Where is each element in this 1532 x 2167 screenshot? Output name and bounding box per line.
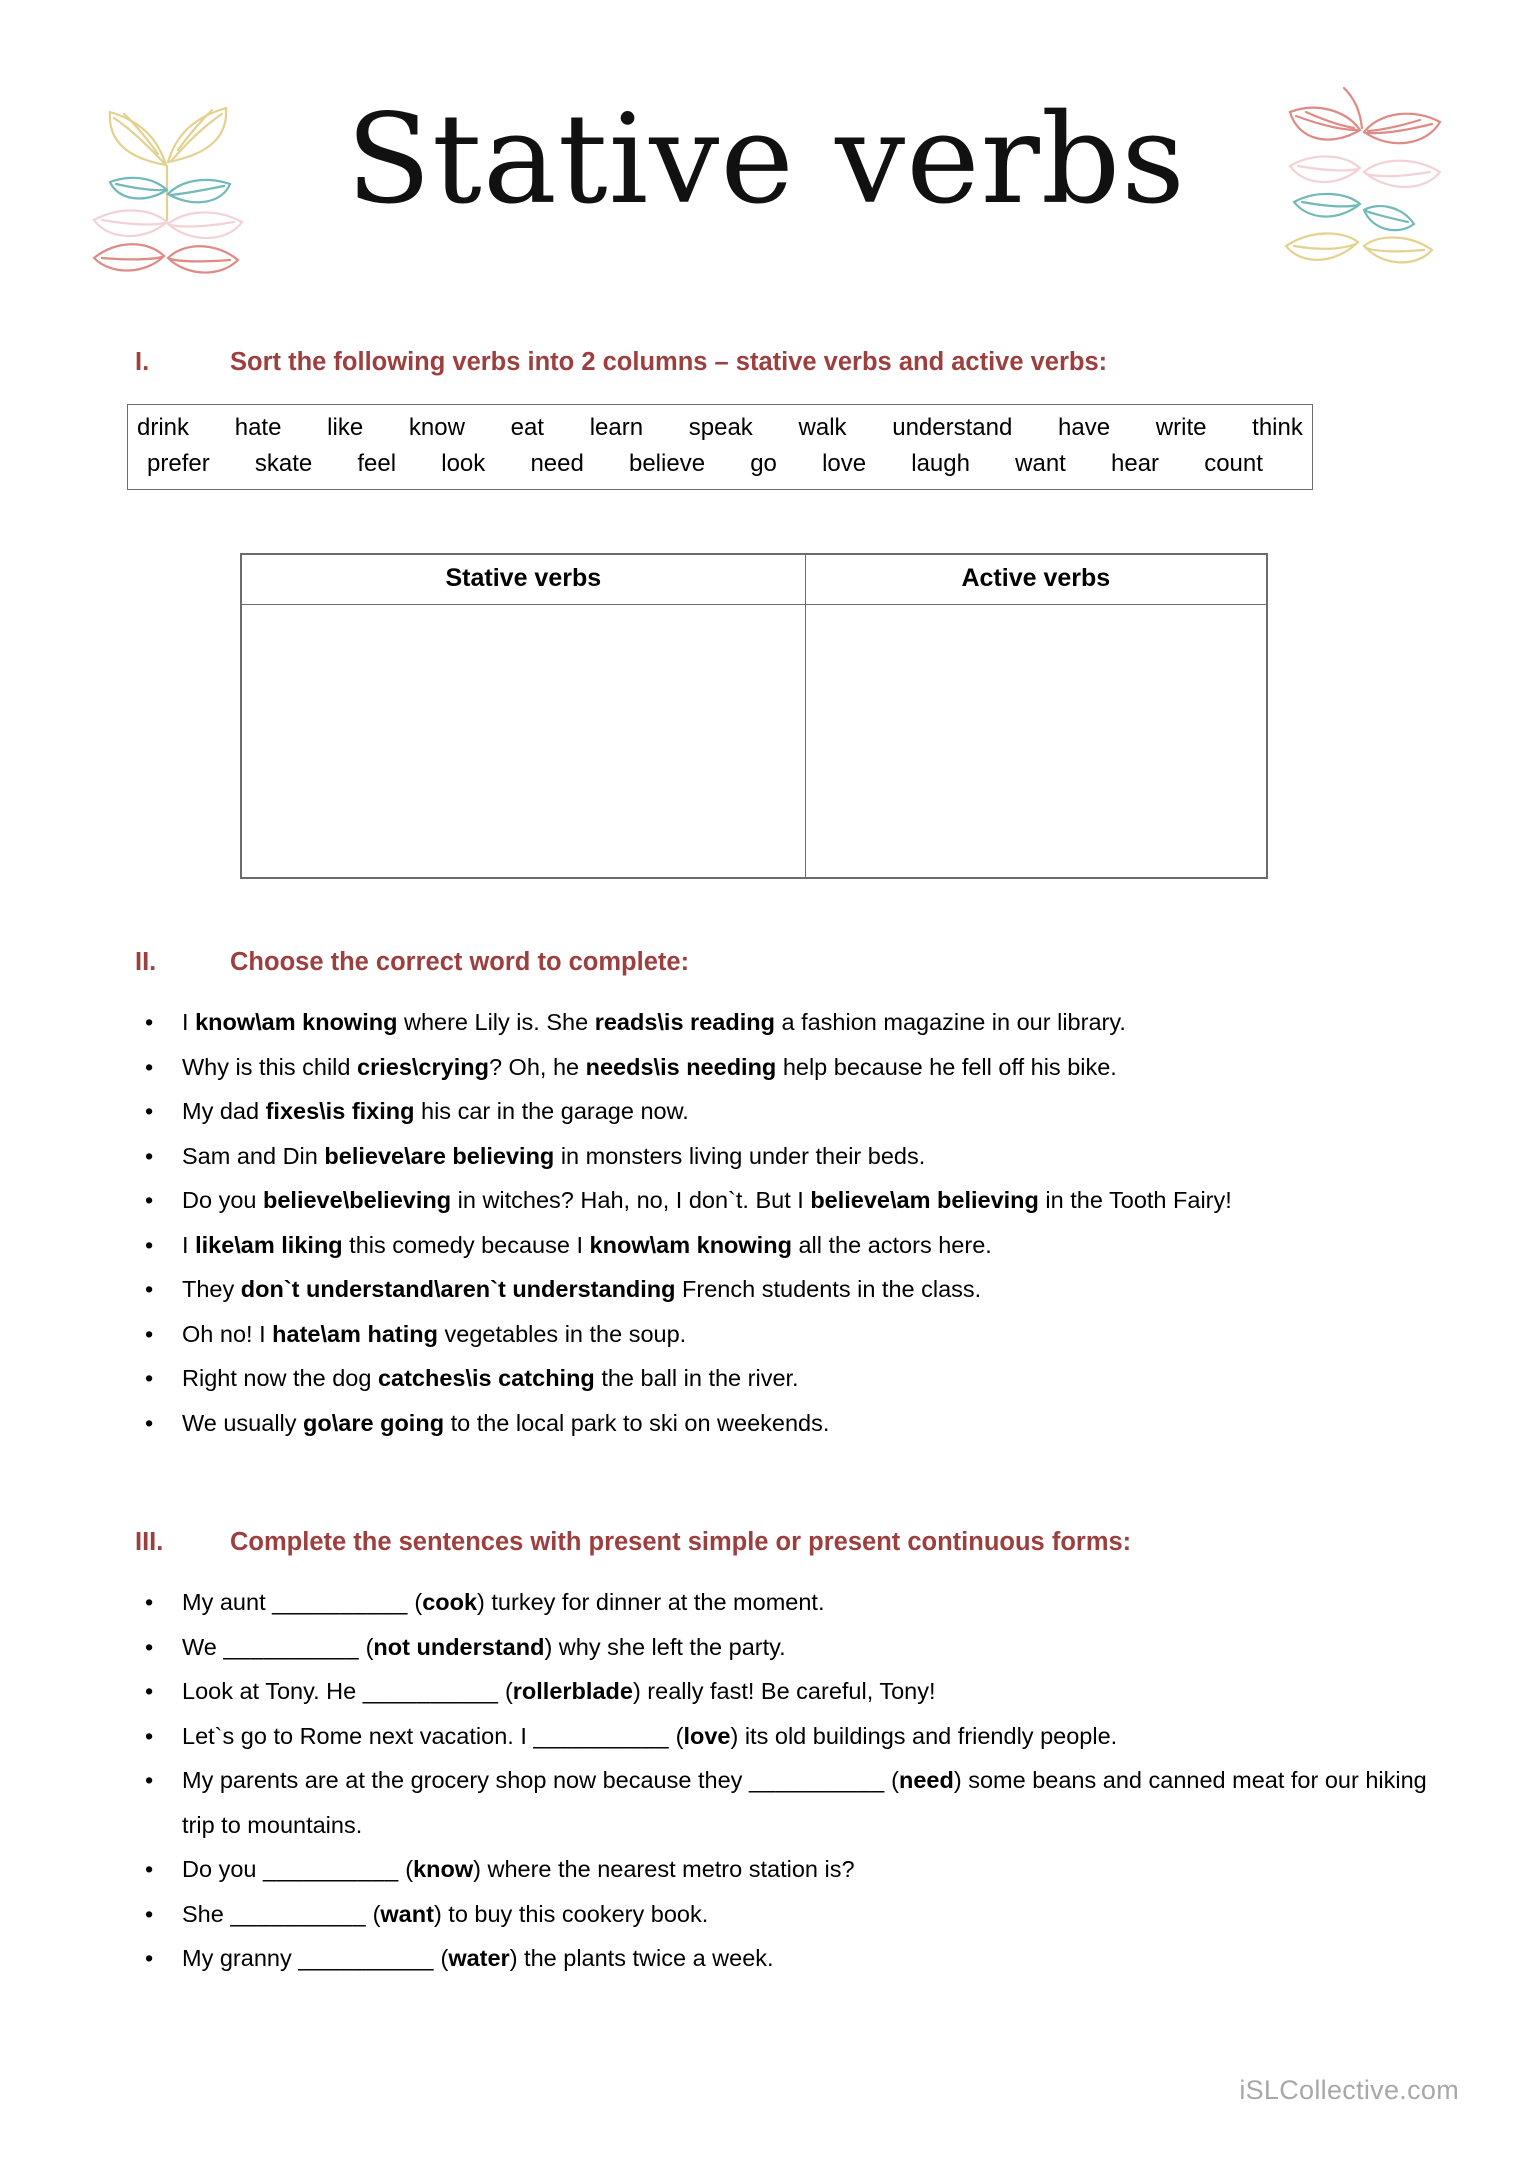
emphasis-text: water	[448, 1945, 510, 1971]
emphasis-text: rollerblade	[512, 1678, 633, 1704]
sentence-text: vegetables in the soup.	[437, 1320, 687, 1347]
section-1-heading	[135, 348, 1435, 377]
floral-leaf-decoration-right	[1268, 70, 1458, 280]
word-bank-word: understand	[892, 414, 1013, 441]
bullet-icon: •	[145, 1053, 154, 1080]
sentence-text: Right now the dog	[182, 1365, 378, 1391]
sentence-text: (	[498, 1678, 513, 1704]
answer-blank[interactable]: __________	[263, 1856, 399, 1882]
answer-cell-active[interactable]	[805, 605, 1266, 878]
word-bank-word: learn	[589, 414, 644, 441]
bullet-icon: •	[145, 1589, 154, 1615]
list-item	[135, 1936, 1455, 1981]
section-3-heading	[135, 1528, 1435, 1557]
sentence-text: Do you	[182, 1856, 263, 1882]
sentence-text: ) its old buildings and friendly people.	[730, 1722, 1118, 1749]
word-bank-word: feel	[357, 450, 397, 477]
bullet-icon: •	[145, 1945, 154, 1971]
list-item	[135, 1401, 1455, 1446]
emphasis-text: fixes\is fixing	[265, 1098, 415, 1124]
word-bank	[127, 404, 1313, 490]
word-bank-word: think	[1252, 414, 1303, 441]
bullet-icon: •	[145, 1678, 154, 1704]
bullet-icon: •	[145, 1856, 154, 1882]
section-2-heading	[135, 948, 1435, 977]
sentence-text: where Lily is. She	[397, 1009, 595, 1035]
bullet-icon: •	[145, 1633, 154, 1660]
answer-cell-stative[interactable]	[242, 605, 806, 878]
sentence-text: help because he fell off his bike.	[776, 1053, 1117, 1080]
list-item	[135, 1356, 1455, 1401]
sentence-text: Oh no! I	[182, 1320, 273, 1347]
sentence-text: ) really fast! Be careful, Tony!	[632, 1678, 936, 1704]
word-bank-word: love	[822, 450, 867, 477]
bullet-icon: •	[145, 1320, 154, 1347]
word-bank-word: want	[1015, 450, 1066, 477]
emphasis-text: catches\is catching	[377, 1365, 595, 1391]
sentence-text: the ball in the river.	[594, 1365, 799, 1391]
section-2-heading-text: Choose the correct word to complete:	[230, 948, 690, 976]
section-1-numeral: I.	[135, 348, 150, 376]
list-item	[135, 1267, 1455, 1312]
sentence-text: (	[433, 1945, 449, 1971]
answer-blank[interactable]: __________	[298, 1945, 434, 1971]
sentence-text: My aunt	[182, 1589, 273, 1615]
emphasis-text: not understand	[373, 1633, 545, 1660]
sentence-text: all the actors here.	[791, 1231, 992, 1258]
column-header-active: Active verbs	[805, 555, 1266, 605]
emphasis-text: know\am knowing	[195, 1009, 398, 1035]
answer-blank[interactable]: __________	[533, 1722, 670, 1749]
list-item	[135, 1669, 1455, 1714]
word-bank-word: write	[1155, 414, 1207, 441]
sentence-text: ) why she left the party.	[544, 1633, 786, 1660]
bullet-icon: •	[145, 1722, 154, 1749]
answer-blank[interactable]: __________	[223, 1633, 360, 1660]
emphasis-text: reads\is reading	[594, 1009, 775, 1035]
sentence-text: ) to buy this cookery book.	[433, 1900, 709, 1927]
page-title: Stative verbs	[346, 88, 1186, 232]
exercise-3-list	[135, 1580, 1455, 1981]
emphasis-text: believe\are believing	[324, 1142, 555, 1169]
column-header-stative: Stative verbs	[242, 555, 806, 605]
sentence-text: (	[366, 1900, 381, 1927]
sentence-text: in witches? Hah, no, I don`t. But I	[451, 1187, 811, 1213]
list-item	[135, 1045, 1455, 1090]
emphasis-text: cries\crying	[357, 1053, 489, 1080]
word-bank-word: laugh	[911, 450, 970, 477]
bullet-icon: •	[145, 1142, 154, 1169]
emphasis-text: know	[413, 1856, 474, 1882]
sentence-text: ? Oh, he	[488, 1053, 586, 1080]
list-item	[135, 1312, 1455, 1357]
sentence-text: I	[182, 1009, 196, 1035]
emphasis-text: know\am knowing	[589, 1231, 792, 1258]
sentence-text: in the Tooth Fairy!	[1038, 1187, 1232, 1213]
title-block	[0, 60, 1532, 290]
bullet-icon: •	[145, 1098, 154, 1124]
sentence-text: Let`s go to Rome next vacation. I	[182, 1722, 534, 1749]
section-2-numeral: II.	[135, 948, 157, 976]
list-item	[135, 1758, 1455, 1847]
answer-blank[interactable]: __________	[748, 1767, 885, 1793]
list-item	[135, 1625, 1455, 1670]
emphasis-text: hate\am hating	[272, 1320, 438, 1347]
sentence-text: My granny	[182, 1945, 299, 1971]
table-header-row	[242, 555, 1267, 605]
emphasis-text: believe\am believing	[810, 1187, 1039, 1213]
bullet-icon: •	[145, 1365, 154, 1391]
word-bank-word: speak	[688, 414, 753, 441]
sentence-text: (	[884, 1767, 899, 1793]
sentence-text: We usually	[182, 1409, 304, 1436]
sentence-text: ) some beans and canned meat for our hiking trip to mountains.	[182, 1767, 1427, 1838]
sentence-text: She	[182, 1900, 231, 1927]
emphasis-text: don`t understand\aren`t understanding	[240, 1276, 676, 1302]
word-bank-word: prefer	[147, 450, 210, 477]
bullet-icon: •	[145, 1187, 154, 1213]
list-item	[135, 1089, 1455, 1134]
emphasis-text: like\am liking	[195, 1231, 343, 1258]
word-bank-word: believe	[628, 450, 706, 477]
list-item	[135, 1000, 1455, 1045]
emphasis-text: want	[380, 1900, 434, 1927]
list-item	[135, 1847, 1455, 1892]
sentence-text: My dad	[182, 1098, 266, 1124]
sentence-text: ) turkey for dinner at the moment.	[477, 1589, 825, 1615]
exercise-2-list	[135, 1000, 1455, 1445]
word-bank-word: drink	[137, 414, 190, 441]
sentence-text: (	[669, 1722, 684, 1749]
bullet-icon: •	[145, 1409, 154, 1436]
sentence-text: ) the plants twice a week.	[509, 1945, 774, 1971]
table-row	[242, 605, 1267, 878]
word-bank-word: skate	[254, 450, 313, 477]
list-item	[135, 1892, 1455, 1937]
sentence-text: French students in the class.	[675, 1276, 982, 1302]
emphasis-text: need	[899, 1767, 954, 1793]
word-bank-word: hear	[1111, 450, 1160, 477]
sentence-text: I	[182, 1231, 196, 1258]
word-bank-word: know	[408, 414, 465, 441]
word-bank-word: walk	[798, 414, 847, 441]
bullet-icon: •	[145, 1900, 154, 1927]
sentence-text: ) where the nearest metro station is?	[473, 1856, 855, 1882]
list-item	[135, 1223, 1455, 1268]
sentence-text: (	[407, 1589, 423, 1615]
footer-watermark: iSLCollective.com	[1239, 2075, 1459, 2105]
emphasis-text: cook	[422, 1589, 478, 1615]
sentence-text: They	[182, 1276, 241, 1302]
word-bank-word: hate	[234, 414, 282, 441]
word-bank-word: need	[530, 450, 584, 477]
sentence-text: his car in the garage now.	[414, 1098, 689, 1124]
sentence-text: Look at Tony. He	[182, 1678, 363, 1704]
sentence-text: Sam and Din	[182, 1142, 325, 1169]
word-bank-word: like	[327, 414, 364, 441]
answer-blank[interactable]: __________	[362, 1678, 499, 1704]
section-3-numeral: III.	[135, 1528, 164, 1556]
word-bank-word: eat	[510, 414, 544, 441]
sentence-text: (	[359, 1633, 374, 1660]
sentence-text: to the local park to ski on weekends.	[444, 1409, 830, 1436]
list-item	[135, 1178, 1455, 1223]
sorting-table	[240, 553, 1268, 879]
word-bank-word: look	[441, 450, 486, 477]
answer-blank[interactable]: __________	[230, 1900, 367, 1927]
emphasis-text: needs\is needing	[585, 1053, 777, 1080]
answer-blank[interactable]: __________	[272, 1589, 408, 1615]
bullet-icon: •	[145, 1276, 154, 1302]
section-1-heading-text: Sort the following verbs into 2 columns – stative verbs and active verbs:	[230, 348, 1108, 376]
bullet-icon: •	[145, 1231, 154, 1258]
emphasis-text: go\are going	[303, 1409, 445, 1436]
word-bank-word: count	[1204, 450, 1263, 477]
sentence-text: this comedy because I	[342, 1231, 590, 1258]
emphasis-text: love	[683, 1722, 731, 1749]
list-item	[135, 1134, 1455, 1179]
bullet-icon: •	[145, 1767, 154, 1793]
word-bank-word: go	[750, 450, 777, 477]
sentence-text: a fashion magazine in our library.	[774, 1009, 1126, 1035]
word-bank-row-2	[137, 446, 1303, 482]
list-item	[135, 1580, 1455, 1625]
sentence-text: (	[398, 1856, 414, 1882]
word-bank-row-1	[137, 410, 1303, 446]
sentence-text: Do you	[182, 1187, 263, 1213]
sentence-text: We	[182, 1633, 224, 1660]
section-3-heading-text: Complete the sentences with present simple or present continuous forms:	[230, 1528, 1132, 1556]
sentence-text: Why is this child	[182, 1053, 357, 1080]
sentence-text: in monsters living under their beds.	[554, 1142, 926, 1169]
bullet-icon: •	[145, 1009, 154, 1035]
word-bank-word: have	[1058, 414, 1111, 441]
list-item	[135, 1714, 1455, 1759]
sentence-text: My parents are at the grocery shop now because they	[182, 1767, 749, 1793]
emphasis-text: believe\believing	[263, 1187, 452, 1213]
